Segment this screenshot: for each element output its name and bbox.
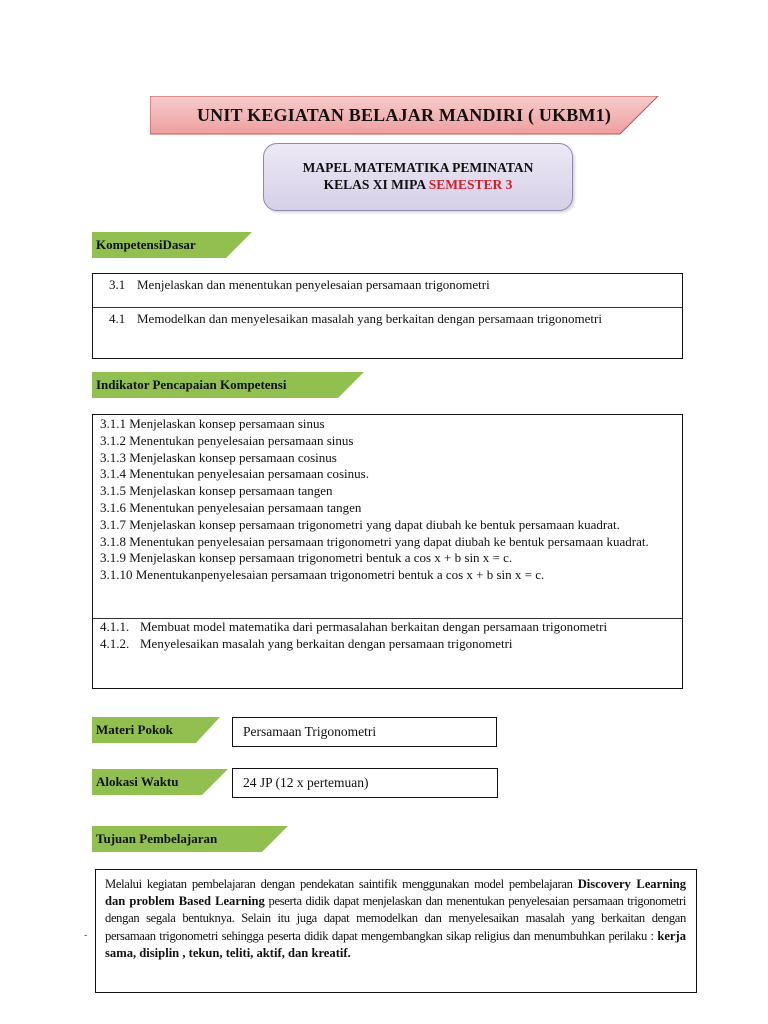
class-line xyxy=(264,177,572,193)
indikator-item xyxy=(100,619,676,636)
indikator-item: 3.1.8 Menentukan penyelesaian persamaan trigonometri yang dapat diubah ke bentuk persamaan kuadrat. xyxy=(100,533,649,549)
kompetensi-text: Memodelkan dan menyelesaikan masalah yang berkaitan dengan persamaan trigonometri xyxy=(137,311,602,326)
alokasi-label: Alokasi Waktu xyxy=(96,774,179,789)
indikator-num: 4.1.1. xyxy=(100,619,130,634)
indikator-item: 3.1.10 Menentukanpenyelesaian persamaan trigonometri bentuk a cos x + b sin x = c. xyxy=(100,567,545,583)
tujuan-box xyxy=(95,869,697,993)
indikator-item xyxy=(100,636,676,653)
margin-mark: - xyxy=(84,930,88,941)
alokasi-value-box: 24 JP (12 x pertemuan) xyxy=(232,768,498,798)
tujuan-text-2: peserta didik dapat menjelaskan dan menentukan penyelesaian persamaan trigonometri dengan segala bentuknya. Selain itu juga dapat memodelkan dan menyelesaikan masalah yang berkaitan dengan persamaan trigonometri sehingga peserta didik dapat mengembangkan sikap religius dan menumbuhkan perilaku : xyxy=(105,894,686,943)
page-title: UNIT KEGIATAN BELAJAR MANDIRI ( UKBM1) xyxy=(196,105,612,125)
indikator-list xyxy=(100,416,676,584)
kompetensi-box xyxy=(92,273,683,359)
indikator-box xyxy=(92,414,683,689)
kompetensi-label-tag xyxy=(92,232,252,258)
subject-line: MAPEL MATEMATIKA PEMINATAN xyxy=(302,160,534,175)
indikator-item: 3.1.1 Menjelaskan konsep persamaan sinus xyxy=(100,416,325,431)
indikator-num: 4.1.2. xyxy=(100,635,130,651)
class-text: KELAS XI MIPA xyxy=(323,177,429,192)
tujuan-paragraph xyxy=(105,876,686,962)
indikator-item: 3.1.2 Menentukan penyelesaian persamaan sinus xyxy=(100,432,354,448)
alokasi-label-tag xyxy=(92,769,228,795)
kompetensi-num: 4.1 xyxy=(109,311,126,326)
indikator-text: Membuat model matematika dari permasalahan berkaitan dengan persamaan trigonometri xyxy=(140,619,608,634)
subject-box xyxy=(263,143,573,211)
tujuan-sikap: kerja sama, disiplin , tekun, teliti, aktif, dan kreatif. xyxy=(105,928,686,960)
indikator-item: 3.1.3 Menjelaskan konsep persamaan cosinus xyxy=(100,449,337,465)
indikator-label: Indikator Pencapaian Kompetensi xyxy=(96,377,287,392)
indikator-list-4 xyxy=(100,619,676,653)
tujuan-model: Discovery Learning dan problem Based Learning xyxy=(105,877,686,909)
tujuan-label-tag xyxy=(92,826,288,852)
materi-label: Materi Pokok xyxy=(96,722,173,737)
indikator-label-tag xyxy=(92,372,364,398)
indikator-item: 3.1.6 Menentukan penyelesaian persamaan tangen xyxy=(100,499,362,515)
indikator-item: 3.1.9 Menjelaskan konsep persamaan trigonometri bentuk a cos x + b sin x = c. xyxy=(100,550,513,566)
tujuan-label: Tujuan Pembelajaran xyxy=(96,831,218,846)
indikator-item: 3.1.7 Menjelaskan konsep persamaan trigonometri yang dapat diubah ke bentuk persamaan kuadrat. xyxy=(100,516,620,532)
indikator-text: Menyelesaikan masalah yang berkaitan dengan persamaan trigonometri xyxy=(140,635,513,651)
tujuan-text-1: Melalui kegiatan pembelajaran dengan pendekatan saintifik menggunakan model pembelajaran xyxy=(105,877,578,891)
semester-text: SEMESTER 3 xyxy=(428,177,513,192)
kompetensi-num: 3.1 xyxy=(109,277,126,292)
materi-value-box: Persamaan Trigonometri xyxy=(232,717,497,747)
kompetensi-row xyxy=(93,274,682,308)
kompetensi-text: Menjelaskan dan menentukan penyelesaian persamaan trigonometri xyxy=(137,277,490,292)
kompetensi-label: KompetensiDasar xyxy=(96,237,196,252)
materi-label-tag xyxy=(92,717,220,743)
title-banner xyxy=(150,96,658,134)
indikator-item: 3.1.4 Menentukan penyelesaian persamaan cosinus. xyxy=(100,466,369,482)
indikator-item: 3.1.5 Menjelaskan konsep persamaan tangen xyxy=(100,483,333,499)
